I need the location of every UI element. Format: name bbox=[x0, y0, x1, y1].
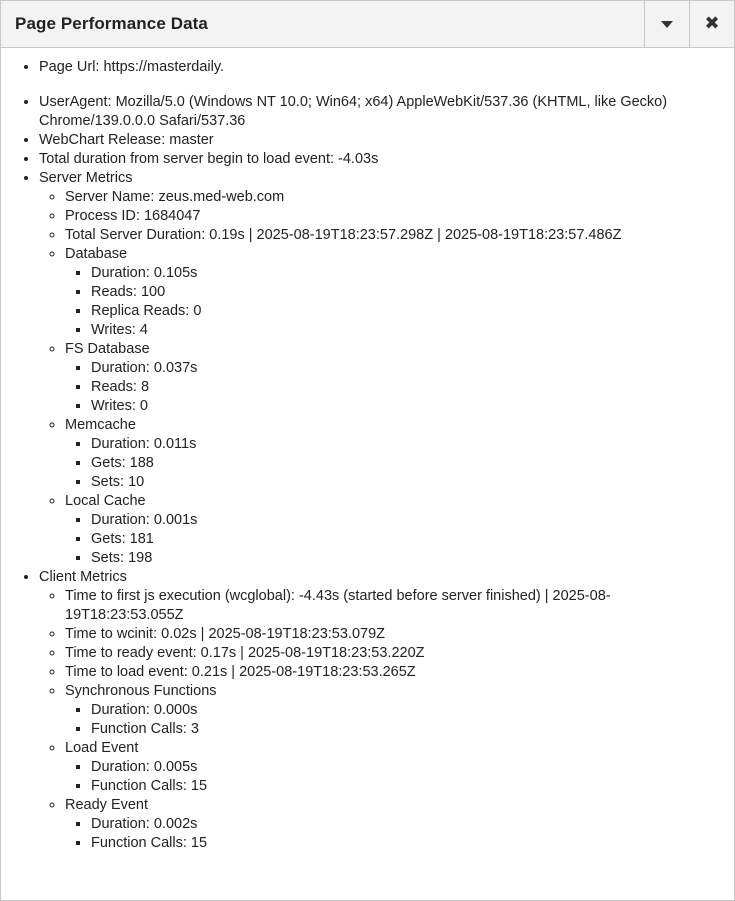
list-item: ▪ Duration: 0.011s bbox=[91, 435, 722, 454]
list-item: ▪ Gets: 188 bbox=[91, 454, 722, 473]
list-item-time-to-load-event: ◦ Time to load event: 0.21s | 2025-08-19T18:23:53.265Z bbox=[65, 663, 722, 682]
synchronous-functions-list bbox=[65, 701, 722, 739]
memcache-list bbox=[65, 435, 722, 492]
ready-event-list bbox=[65, 815, 722, 853]
list-item-user-agent: • UserAgent: Mozilla/5.0 (Windows NT 10.0; Win64; x64) AppleWebKit/537.36 (KHTML, like Gecko) Chrome/139.0.0.0 Safari/537.36 bbox=[39, 93, 722, 131]
list-item-server-metrics: • Server Metrics ◦ Server Name: zeus.med-web.com ◦ Process ID: 1684047 ◦ Total Server Duration: 0.19s | 2025-08-19T18:23:57.298Z | 2025-08-19T18:23:57.486Z ◦ Database ▪ Duration: 0.105s ▪ Reads: 100 ▪ Replica Reads: 0 ▪ Writes: 4 ◦ FS Database ▪ Duration: 0.037s ▪ Reads: 8 ▪ Writes: 0 ◦ Memcache ▪ Duration: 0.011s ▪ Gets: 188 ▪ Sets: 10 ◦ Local Cache ▪ Duration: 0.001s ▪ Gets: 181 ▪ Sets: 198 bbox=[39, 169, 722, 568]
local-cache-list bbox=[65, 511, 722, 568]
list-item: ▪ Duration: 0.105s bbox=[91, 264, 722, 283]
list-item: ▪ Reads: 100 bbox=[91, 283, 722, 302]
list-item: ▪ Duration: 0.001s bbox=[91, 511, 722, 530]
report-root-list bbox=[9, 58, 722, 853]
list-item: ▪ Sets: 198 bbox=[91, 549, 722, 568]
dialog-titlebar bbox=[1, 1, 734, 48]
list-item-server-name: ◦ Server Name: zeus.med-web.com bbox=[65, 188, 722, 207]
load-event-list bbox=[65, 758, 722, 796]
list-item-webchart-release: • WebChart Release: master bbox=[39, 131, 722, 150]
list-item-local-cache: ◦ Local Cache ▪ Duration: 0.001s ▪ Gets: 181 ▪ Sets: 198 bbox=[65, 492, 722, 568]
list-item-memcache: ◦ Memcache ▪ Duration: 0.011s ▪ Gets: 188 ▪ Sets: 10 bbox=[65, 416, 722, 492]
caret-down-icon bbox=[661, 21, 673, 28]
fs-database-list bbox=[65, 359, 722, 416]
list-item: ▪ Duration: 0.037s bbox=[91, 359, 722, 378]
list-item: ▪ Writes: 0 bbox=[91, 397, 722, 416]
close-button[interactable] bbox=[689, 1, 734, 47]
list-item: ▪ Duration: 0.000s bbox=[91, 701, 722, 720]
list-item-time-to-wcinit: ◦ Time to wcinit: 0.02s | 2025-08-19T18:23:53.079Z bbox=[65, 625, 722, 644]
list-item-process-id: ◦ Process ID: 1684047 bbox=[65, 207, 722, 226]
list-item: ▪ Function Calls: 3 bbox=[91, 720, 722, 739]
minimize-button[interactable] bbox=[644, 1, 689, 47]
list-item-time-to-ready-event: ◦ Time to ready event: 0.17s | 2025-08-19T18:23:53.220Z bbox=[65, 644, 722, 663]
close-icon: ✖ bbox=[704, 13, 720, 34]
list-item: ▪ Gets: 181 bbox=[91, 530, 722, 549]
list-item: ▪ Replica Reads: 0 bbox=[91, 302, 722, 321]
list-item-page-url: • Page Url: https://masterdaily. bbox=[39, 58, 722, 77]
list-item-ready-event: ◦ Ready Event ▪ Duration: 0.002s ▪ Function Calls: 15 bbox=[65, 796, 722, 853]
list-item-first-js-execution: ◦ Time to first js execution (wcglobal): -4.43s (started before server finished) | 2025-08-19T18:23:53.055Z bbox=[65, 587, 722, 625]
list-item: ▪ Writes: 4 bbox=[91, 321, 722, 340]
list-item: ▪ Reads: 8 bbox=[91, 378, 722, 397]
list-item: ▪ Function Calls: 15 bbox=[91, 777, 722, 796]
database-list bbox=[65, 264, 722, 340]
server-metrics-list bbox=[39, 188, 722, 568]
page-title: Page Performance Data bbox=[15, 14, 208, 33]
list-item-total-duration: • Total duration from server begin to load event: -4.03s bbox=[39, 150, 722, 169]
list-item-total-server-duration: ◦ Total Server Duration: 0.19s | 2025-08-19T18:23:57.298Z | 2025-08-19T18:23:57.486Z bbox=[65, 226, 722, 245]
list-item-load-event: ◦ Load Event ▪ Duration: 0.005s ▪ Function Calls: 15 bbox=[65, 739, 722, 796]
list-item: ▪ Duration: 0.005s bbox=[91, 758, 722, 777]
list-item: ▪ Function Calls: 15 bbox=[91, 834, 722, 853]
list-item: ▪ Sets: 10 bbox=[91, 473, 722, 492]
client-metrics-list bbox=[39, 587, 722, 853]
list-item: ▪ Duration: 0.002s bbox=[91, 815, 722, 834]
list-item-synchronous-functions: ◦ Synchronous Functions ▪ Duration: 0.000s ▪ Function Calls: 3 bbox=[65, 682, 722, 739]
list-item-client-metrics: • Client Metrics ◦ Time to first js execution (wcglobal): -4.43s (started before server finished) | 2025-08-19T18:23:53.055Z ◦ Time to wcinit: 0.02s | 2025-08-19T18:23:53.079Z ◦ Time to ready event: 0.17s | 2025-08-19T18:23:53.220Z ◦ Time to load event: 0.21s | 2025-08-19T18:23:53.265Z ◦ Synchronous Functions ▪ Duration: 0.000s ▪ Function Calls: 3 ◦ Load Event ▪ Duration: 0.005s ▪ Function Calls: 15 ◦ Ready Event ▪ Duration: 0.002s ▪ Function Calls: 15 bbox=[39, 568, 722, 853]
list-item-fs-database: ◦ FS Database ▪ Duration: 0.037s ▪ Reads: 8 ▪ Writes: 0 bbox=[65, 340, 722, 416]
performance-report bbox=[1, 48, 734, 900]
list-item-database: ◦ Database ▪ Duration: 0.105s ▪ Reads: 100 ▪ Replica Reads: 0 ▪ Writes: 4 bbox=[65, 245, 722, 340]
